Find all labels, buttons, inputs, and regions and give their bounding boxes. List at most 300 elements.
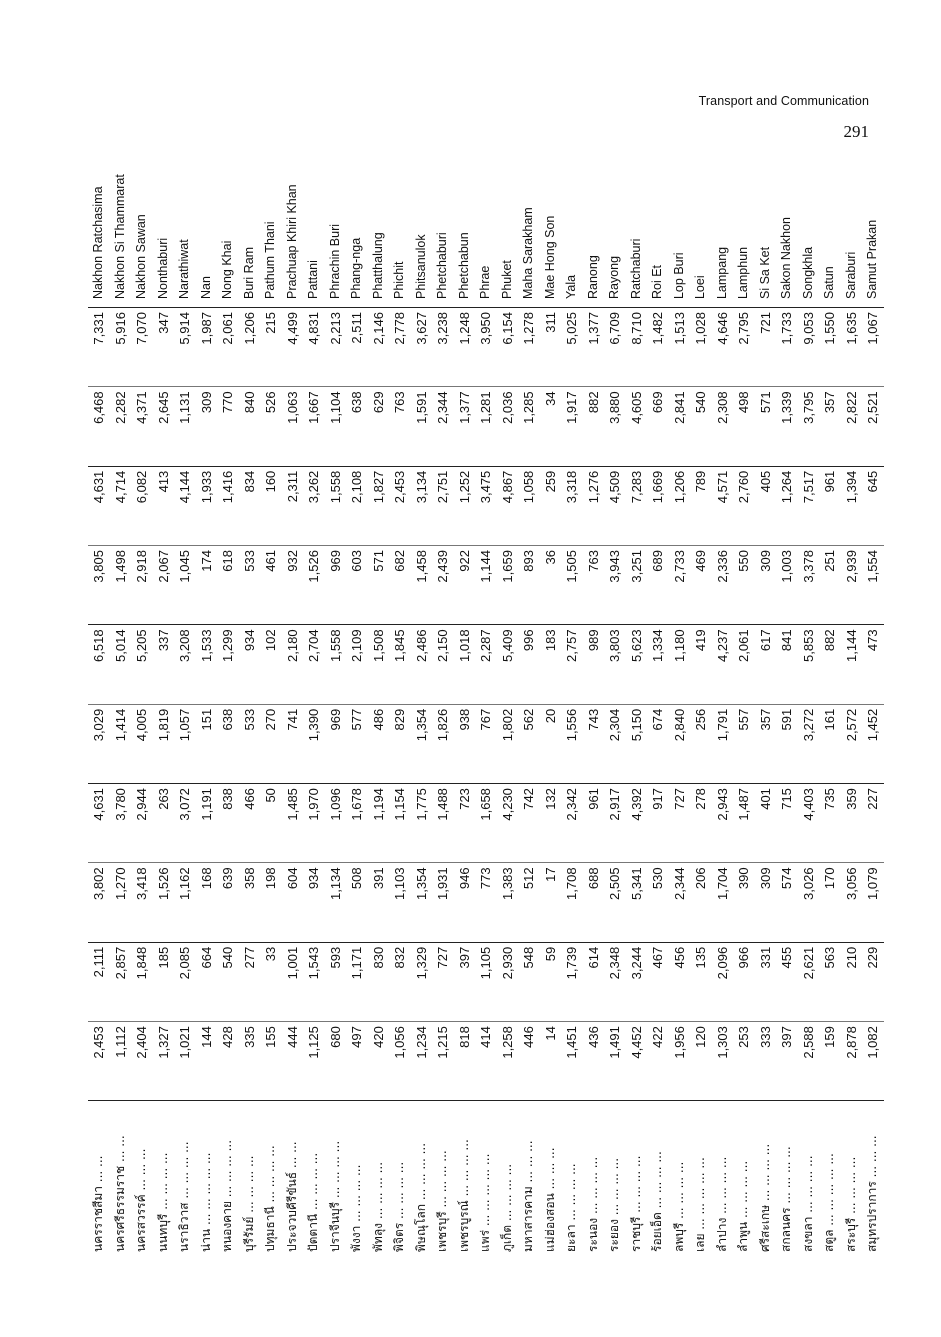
table-cell: 120 xyxy=(690,1022,712,1101)
table-cell: 1,956 xyxy=(669,1022,691,1101)
table-cell: 688 xyxy=(583,863,605,942)
table-cell: 14 xyxy=(540,1022,562,1101)
table-cell: 2,439 xyxy=(432,546,454,625)
table-cell: 922 xyxy=(454,546,476,625)
table-cell: 5,914 xyxy=(174,308,196,387)
table-cell: 1,067 xyxy=(862,308,884,387)
table-cell: 840 xyxy=(239,387,261,466)
table-cell: 7,517 xyxy=(798,466,820,545)
table-cell: 1,845 xyxy=(389,625,411,704)
table-cell: 1,513 xyxy=(669,308,691,387)
table-row xyxy=(561,98,583,1256)
table-row xyxy=(196,98,218,1256)
table-cell: 229 xyxy=(862,942,884,1021)
province-thai-name: นราธิวาส ... ... ... ... xyxy=(174,1101,196,1256)
table-cell: 669 xyxy=(647,387,669,466)
table-cell: 1,970 xyxy=(303,784,325,863)
table-cell: 1,057 xyxy=(174,704,196,783)
table-cell: 2,645 xyxy=(153,387,175,466)
province-english-name: Ratchaburi xyxy=(626,98,648,308)
table-row xyxy=(217,98,239,1256)
table-row xyxy=(110,98,132,1256)
table-cell: 34 xyxy=(540,387,562,466)
table-cell: 3,880 xyxy=(604,387,626,466)
table-cell: 168 xyxy=(196,863,218,942)
table-cell: 1,285 xyxy=(518,387,540,466)
table-cell: 4,631 xyxy=(88,466,110,545)
table-cell: 1,678 xyxy=(346,784,368,863)
table-cell: 770 xyxy=(217,387,239,466)
table-cell: 1,931 xyxy=(432,863,454,942)
table-cell: 5,150 xyxy=(626,704,648,783)
table-cell: 3,803 xyxy=(604,625,626,704)
table-cell: 1,134 xyxy=(325,863,347,942)
table-cell: 2,778 xyxy=(389,308,411,387)
province-thai-name: ลพบุรี ... ... ... ... xyxy=(669,1101,691,1256)
table-cell: 159 xyxy=(819,1022,841,1101)
table-cell: 1,533 xyxy=(196,625,218,704)
table-cell: 466 xyxy=(239,784,261,863)
table-cell: 741 xyxy=(282,704,304,783)
table-cell: 2,311 xyxy=(282,466,304,545)
table-cell: 2,085 xyxy=(174,942,196,1021)
province-thai-name: พิษณุโลก ... ... ... ... xyxy=(411,1101,433,1256)
table-cell: 256 xyxy=(690,704,712,783)
table-cell: 405 xyxy=(755,466,777,545)
table-row xyxy=(454,98,476,1256)
table-row xyxy=(733,98,755,1256)
province-english-name: Lop Buri xyxy=(669,98,691,308)
table-cell: 2,287 xyxy=(475,625,497,704)
province-thai-name: บุรีรัมย์ ... ... ... ... xyxy=(239,1101,261,1256)
province-english-name: Songkhla xyxy=(798,98,820,308)
table-row xyxy=(368,98,390,1256)
table-cell: 4,631 xyxy=(88,784,110,863)
table-cell: 533 xyxy=(239,546,261,625)
table-cell: 530 xyxy=(647,863,669,942)
province-thai-name: เพชรบูรณ์ ... ... ... ... xyxy=(454,1101,476,1256)
table-cell: 333 xyxy=(755,1022,777,1101)
province-thai-name: สมุทรปราการ ... ... ... xyxy=(862,1101,884,1256)
province-thai-name: พังงา ... ... ... ... xyxy=(346,1101,368,1256)
table-cell: 1,206 xyxy=(239,308,261,387)
province-english-name: Yala xyxy=(561,98,583,308)
table-cell: 1,252 xyxy=(454,466,476,545)
table-cell: 2,336 xyxy=(712,546,734,625)
table-cell: 2,505 xyxy=(604,863,626,942)
table-cell: 2,453 xyxy=(389,466,411,545)
province-thai-name: ยะลา ... ... ... ... xyxy=(561,1101,583,1256)
table-cell: 512 xyxy=(518,863,540,942)
table-cell: 160 xyxy=(260,466,282,545)
province-english-name: Pattani xyxy=(303,98,325,308)
table-row xyxy=(690,98,712,1256)
table-cell: 645 xyxy=(862,466,884,545)
province-english-name: Mae Hong Son xyxy=(540,98,562,308)
table-cell: 1,162 xyxy=(174,863,196,942)
table-cell: 2,822 xyxy=(841,387,863,466)
table-cell: 263 xyxy=(153,784,175,863)
table-cell: 309 xyxy=(196,387,218,466)
table-cell: 2,760 xyxy=(733,466,755,545)
table-cell: 253 xyxy=(733,1022,755,1101)
table-cell: 1,791 xyxy=(712,704,734,783)
table-cell: 1,508 xyxy=(368,625,390,704)
table-body xyxy=(88,98,884,1256)
table-cell: 2,213 xyxy=(325,308,347,387)
table-cell: 4,509 xyxy=(604,466,626,545)
province-english-name: Nan xyxy=(196,98,218,308)
table-cell: 397 xyxy=(454,942,476,1021)
table-cell: 7,331 xyxy=(88,308,110,387)
table-cell: 2,733 xyxy=(669,546,691,625)
table-cell: 7,283 xyxy=(626,466,648,545)
table-cell: 2,146 xyxy=(368,308,390,387)
table-cell: 446 xyxy=(518,1022,540,1101)
table-cell: 2,067 xyxy=(153,546,175,625)
table-cell: 548 xyxy=(518,942,540,1021)
table-cell: 2,404 xyxy=(131,1022,153,1101)
table-cell: 1,194 xyxy=(368,784,390,863)
table-cell: 5,623 xyxy=(626,625,648,704)
table-cell: 1,058 xyxy=(518,466,540,545)
table-cell: 3,026 xyxy=(798,863,820,942)
table-row xyxy=(669,98,691,1256)
table-cell: 571 xyxy=(755,387,777,466)
table-cell: 2,111 xyxy=(88,942,110,1021)
province-thai-name: ร้อยเอ็ด ... ... ... ... xyxy=(647,1101,669,1256)
table-cell: 574 xyxy=(776,863,798,942)
table-cell: 1,096 xyxy=(325,784,347,863)
table-cell: 2,857 xyxy=(110,942,132,1021)
table-cell: 3,272 xyxy=(798,704,820,783)
table-cell: 7,070 xyxy=(131,308,153,387)
table-cell: 210 xyxy=(841,942,863,1021)
table-cell: 1,739 xyxy=(561,942,583,1021)
table-cell: 1,377 xyxy=(454,387,476,466)
table-cell: 3,475 xyxy=(475,466,497,545)
table-row xyxy=(389,98,411,1256)
province-english-name: Saraburi xyxy=(841,98,863,308)
table-cell: 2,342 xyxy=(561,784,583,863)
table-cell: 6,518 xyxy=(88,625,110,704)
table-cell: 1,028 xyxy=(690,308,712,387)
table-cell: 2,944 xyxy=(131,784,153,863)
table-cell: 347 xyxy=(153,308,175,387)
table-cell: 2,150 xyxy=(432,625,454,704)
table-cell: 1,848 xyxy=(131,942,153,1021)
table-row xyxy=(712,98,734,1256)
table-cell: 946 xyxy=(454,863,476,942)
province-english-name: Phetchaburi xyxy=(432,98,454,308)
table-cell: 540 xyxy=(217,942,239,1021)
table-cell: 215 xyxy=(260,308,282,387)
table-cell: 603 xyxy=(346,546,368,625)
table-cell: 270 xyxy=(260,704,282,783)
table-cell: 5,025 xyxy=(561,308,583,387)
province-thai-name: ภูเก็ต ... ... ... ... xyxy=(497,1101,519,1256)
table-cell: 469 xyxy=(690,546,712,625)
table-cell: 2,282 xyxy=(110,387,132,466)
table-cell: 413 xyxy=(153,466,175,545)
table-cell: 4,452 xyxy=(626,1022,648,1101)
table-row xyxy=(411,98,433,1256)
table-cell: 832 xyxy=(389,942,411,1021)
table-cell: 185 xyxy=(153,942,175,1021)
table-cell: 456 xyxy=(669,942,691,1021)
table-cell: 674 xyxy=(647,704,669,783)
table-cell: 498 xyxy=(733,387,755,466)
table-cell: 638 xyxy=(217,704,239,783)
table-cell: 727 xyxy=(432,942,454,1021)
table-cell: 961 xyxy=(819,466,841,545)
table-cell: 3,943 xyxy=(604,546,626,625)
table-cell: 357 xyxy=(819,387,841,466)
table-cell: 1,063 xyxy=(282,387,304,466)
table-row xyxy=(88,98,110,1256)
table-cell: 3,627 xyxy=(411,308,433,387)
table-cell: 1,354 xyxy=(411,704,433,783)
table-cell: 969 xyxy=(325,546,347,625)
table-cell: 1,485 xyxy=(282,784,304,863)
table-cell: 742 xyxy=(518,784,540,863)
table-cell: 3,795 xyxy=(798,387,820,466)
table-cell: 1,334 xyxy=(647,625,669,704)
table-cell: 3,802 xyxy=(88,863,110,942)
province-english-name: Satun xyxy=(819,98,841,308)
table-row xyxy=(626,98,648,1256)
province-english-name: Samut Prakan xyxy=(862,98,884,308)
table-cell: 540 xyxy=(690,387,712,466)
table-cell: 1,591 xyxy=(411,387,433,466)
table-row xyxy=(518,98,540,1256)
table-cell: 1,278 xyxy=(518,308,540,387)
table-cell: 2,930 xyxy=(497,942,519,1021)
table-cell: 1,206 xyxy=(669,466,691,545)
table-cell: 829 xyxy=(389,704,411,783)
table-cell: 1,377 xyxy=(583,308,605,387)
table-cell: 743 xyxy=(583,704,605,783)
table-cell: 1,383 xyxy=(497,863,519,942)
table-cell: 789 xyxy=(690,466,712,545)
province-thai-name: มหาสารคาม ... ... ... xyxy=(518,1101,540,1256)
table-cell: 680 xyxy=(325,1022,347,1101)
table-cell: 278 xyxy=(690,784,712,863)
table-cell: 473 xyxy=(862,625,884,704)
table-cell: 135 xyxy=(690,942,712,1021)
table-cell: 102 xyxy=(260,625,282,704)
table-cell: 1,550 xyxy=(819,308,841,387)
table-cell: 2,572 xyxy=(841,704,863,783)
table-cell: 335 xyxy=(239,1022,261,1101)
table-cell: 830 xyxy=(368,942,390,1021)
province-english-name: Nakhon Si Thammarat xyxy=(110,98,132,308)
table-cell: 767 xyxy=(475,704,497,783)
table-cell: 2,918 xyxy=(131,546,153,625)
table-cell: 593 xyxy=(325,942,347,1021)
province-thai-name: สงขลา ... ... ... ... xyxy=(798,1101,820,1256)
table-cell: 1,248 xyxy=(454,308,476,387)
table-cell: 259 xyxy=(540,466,562,545)
table-cell: 841 xyxy=(776,625,798,704)
table-cell: 5,853 xyxy=(798,625,820,704)
province-english-name: Loei xyxy=(690,98,712,308)
table-cell: 3,378 xyxy=(798,546,820,625)
table-cell: 17 xyxy=(540,863,562,942)
table-cell: 1,526 xyxy=(153,863,175,942)
province-thai-name: แพร่ ... ... ... ... ... xyxy=(475,1101,497,1256)
province-english-name: Si Sa Ket xyxy=(755,98,777,308)
table-cell: 436 xyxy=(583,1022,605,1101)
table-cell: 3,056 xyxy=(841,863,863,942)
table-cell: 2,180 xyxy=(282,625,304,704)
table-cell: 401 xyxy=(755,784,777,863)
table-cell: 1,558 xyxy=(325,625,347,704)
table-cell: 6,154 xyxy=(497,308,519,387)
table-cell: 461 xyxy=(260,546,282,625)
table-cell: 4,571 xyxy=(712,466,734,545)
table-cell: 414 xyxy=(475,1022,497,1101)
table-cell: 4,371 xyxy=(131,387,153,466)
table-cell: 1,329 xyxy=(411,942,433,1021)
table-cell: 4,646 xyxy=(712,308,734,387)
table-cell: 563 xyxy=(819,942,841,1021)
province-thai-name: สกลนคร ... ... ... ... xyxy=(776,1101,798,1256)
table-row xyxy=(583,98,605,1256)
table-cell: 1,498 xyxy=(110,546,132,625)
table-cell: 1,704 xyxy=(712,863,734,942)
province-thai-name: ปัตตานี ... ... ... ... xyxy=(303,1101,325,1256)
table-cell: 2,511 xyxy=(346,308,368,387)
statistics-table xyxy=(88,98,884,1256)
province-english-name: Phuket xyxy=(497,98,519,308)
table-cell: 1,451 xyxy=(561,1022,583,1101)
table-cell: 1,827 xyxy=(368,466,390,545)
table-cell: 1,826 xyxy=(432,704,454,783)
table-cell: 1,018 xyxy=(454,625,476,704)
province-english-name: Phrae xyxy=(475,98,497,308)
table-cell: 5,014 xyxy=(110,625,132,704)
table-row xyxy=(819,98,841,1256)
table-cell: 144 xyxy=(196,1022,218,1101)
table-row xyxy=(432,98,454,1256)
province-english-name: Rayong xyxy=(604,98,626,308)
table-cell: 2,108 xyxy=(346,466,368,545)
table-cell: 277 xyxy=(239,942,261,1021)
table-cell: 2,751 xyxy=(432,466,454,545)
table-cell: 4,831 xyxy=(303,308,325,387)
table-cell: 1,103 xyxy=(389,863,411,942)
table-cell: 1,667 xyxy=(303,387,325,466)
table-cell: 763 xyxy=(583,546,605,625)
table-cell: 1,180 xyxy=(669,625,691,704)
table-cell: 882 xyxy=(583,387,605,466)
table-cell: 1,327 xyxy=(153,1022,175,1101)
table-cell: 1,082 xyxy=(862,1022,884,1101)
table-cell: 2,486 xyxy=(411,625,433,704)
province-english-name: Phang-nga xyxy=(346,98,368,308)
province-thai-name: ประจวบคีรีขันธ์ ... ... xyxy=(282,1101,304,1256)
table-cell: 526 xyxy=(260,387,282,466)
province-thai-name: ระนอง ... ... ... ... xyxy=(583,1101,605,1256)
table-cell: 161 xyxy=(819,704,841,783)
table-cell: 422 xyxy=(647,1022,669,1101)
table-cell: 1,775 xyxy=(411,784,433,863)
table-row xyxy=(862,98,884,1256)
table-cell: 1,154 xyxy=(389,784,411,863)
table-cell: 508 xyxy=(346,863,368,942)
table-cell: 2,917 xyxy=(604,784,626,863)
table-cell: 3,780 xyxy=(110,784,132,863)
table-cell: 571 xyxy=(368,546,390,625)
table-cell: 391 xyxy=(368,863,390,942)
table-cell: 2,795 xyxy=(733,308,755,387)
table-cell: 1,987 xyxy=(196,308,218,387)
table-cell: 533 xyxy=(239,704,261,783)
table-cell: 36 xyxy=(540,546,562,625)
table-cell: 419 xyxy=(690,625,712,704)
table-cell: 170 xyxy=(819,863,841,942)
table-cell: 3,251 xyxy=(626,546,648,625)
table-cell: 4,867 xyxy=(497,466,519,545)
table-cell: 723 xyxy=(454,784,476,863)
province-thai-name: ปราจีนบุรี ... ... ... ... xyxy=(325,1101,347,1256)
table-cell: 1,458 xyxy=(411,546,433,625)
table-cell: 4,714 xyxy=(110,466,132,545)
table-cell: 721 xyxy=(755,308,777,387)
table-cell: 2,096 xyxy=(712,942,734,1021)
table-cell: 617 xyxy=(755,625,777,704)
table-cell: 893 xyxy=(518,546,540,625)
table-cell: 1,708 xyxy=(561,863,583,942)
table-cell: 1,933 xyxy=(196,466,218,545)
table-cell: 1,056 xyxy=(389,1022,411,1101)
table-cell: 2,061 xyxy=(733,625,755,704)
table-cell: 1,488 xyxy=(432,784,454,863)
table-cell: 6,082 xyxy=(131,466,153,545)
table-cell: 3,029 xyxy=(88,704,110,783)
table-cell: 1,505 xyxy=(561,546,583,625)
page-number: 291 xyxy=(843,122,869,141)
province-english-name: Narathiwat xyxy=(174,98,196,308)
table-cell: 5,916 xyxy=(110,308,132,387)
table-cell: 428 xyxy=(217,1022,239,1101)
table-cell: 3,318 xyxy=(561,466,583,545)
table-cell: 3,072 xyxy=(174,784,196,863)
table-cell: 4,499 xyxy=(282,308,304,387)
province-thai-name: นครสวรรค์ ... ... ... xyxy=(131,1101,153,1256)
table-cell: 834 xyxy=(239,466,261,545)
table-cell: 961 xyxy=(583,784,605,863)
table-cell: 455 xyxy=(776,942,798,1021)
table-cell: 2,939 xyxy=(841,546,863,625)
table-cell: 2,109 xyxy=(346,625,368,704)
table-cell: 331 xyxy=(755,942,777,1021)
province-english-name: Lamphun xyxy=(733,98,755,308)
table-cell: 664 xyxy=(196,942,218,1021)
table-cell: 989 xyxy=(583,625,605,704)
table-cell: 2,344 xyxy=(432,387,454,466)
table-cell: 934 xyxy=(239,625,261,704)
province-english-name: Maha Sarakham xyxy=(518,98,540,308)
table-cell: 390 xyxy=(733,863,755,942)
table-cell: 562 xyxy=(518,704,540,783)
table-cell: 682 xyxy=(389,546,411,625)
table-row xyxy=(798,98,820,1256)
province-thai-name: นครศรีธรรมราช ... ... xyxy=(110,1101,132,1256)
table-cell: 1,390 xyxy=(303,704,325,783)
table-cell: 735 xyxy=(819,784,841,863)
